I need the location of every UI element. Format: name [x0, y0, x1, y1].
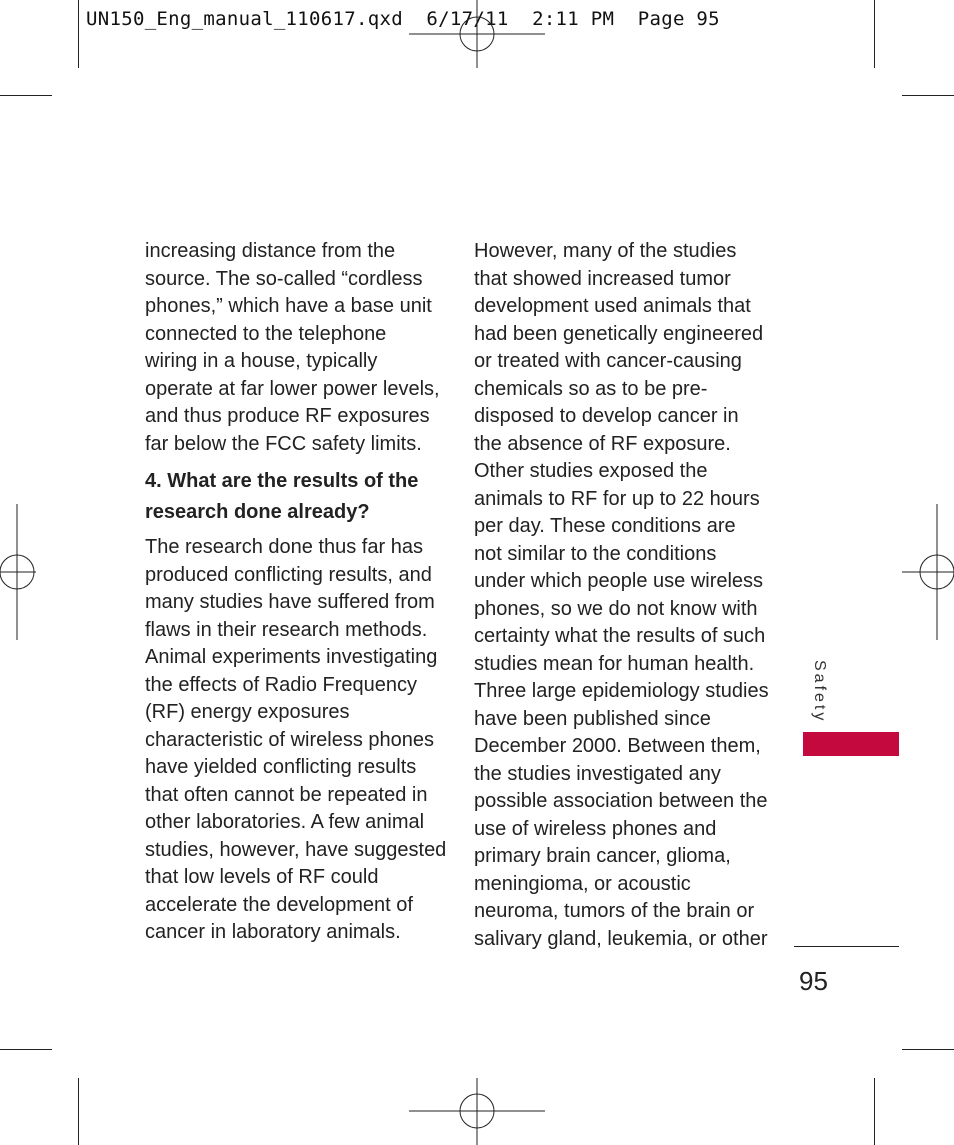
footer-rule [794, 946, 899, 947]
crop-mark-bottom-left-vertical [78, 1078, 79, 1145]
text-line: connected to the telephone [145, 322, 387, 345]
text-line: phones,” which have a base unit [145, 295, 432, 317]
left-column [145, 238, 445, 947]
text-line: (RF) energy exposures [145, 701, 350, 723]
text-line: phones, so we do not know with [474, 597, 758, 620]
text-line: primary brain cancer, glioma, [474, 845, 731, 867]
text-line: under which people use wireless [474, 570, 764, 592]
text-line: disposed to develop cancer in [474, 405, 739, 427]
left-paragraph-1 [145, 238, 445, 458]
text-line: use of wireless phones and [474, 817, 717, 840]
text-line: characteristic of wireless phones [145, 728, 435, 751]
section-tab-marker [803, 732, 899, 756]
text-line: chemicals so as to be pre- [474, 377, 708, 400]
text-line: the absence of RF exposure. [474, 432, 731, 455]
section-label-text: Safety [811, 660, 828, 724]
text-line: operate at far lower power levels, [145, 377, 440, 400]
registration-mark-left [0, 504, 36, 640]
text-line: neuroma, tumors of the brain or [474, 900, 755, 922]
text-line: flaws in their research methods. [145, 618, 428, 641]
heading-line: 4. What are the results of the [145, 470, 419, 492]
text-line: cancer in laboratory animals. [145, 921, 401, 943]
text-line: per day. These conditions are [474, 515, 736, 537]
crop-mark-top-right-vertical [874, 0, 875, 68]
registration-mark-right [902, 504, 954, 640]
crop-mark-bottom-right-horizontal [902, 1049, 954, 1050]
text-line: accelerate the development of [145, 893, 413, 916]
text-line: that low levels of RF could [145, 866, 379, 888]
text-line: December 2000. Between them, [474, 735, 761, 757]
text-line: that often cannot be repeated in [145, 783, 428, 806]
crop-mark-top-left-vertical [78, 0, 79, 68]
heading-line: research done already? [145, 501, 370, 523]
text-line: development used animals that [474, 295, 751, 317]
left-paragraph-2 [145, 534, 445, 947]
text-line: or treated with cancer-causing [474, 350, 742, 372]
text-line: meningioma, or acoustic [474, 872, 691, 895]
text-line: increasing distance from the [145, 240, 396, 262]
text-line: The research done thus far has [145, 536, 423, 558]
text-line: Other studies exposed the [474, 460, 708, 482]
crop-mark-top-left-horizontal [0, 95, 52, 96]
print-slug: UN150_Eng_manual_110617.qxd 6/17/11 2:11 PM Page 95 [86, 8, 720, 30]
registration-mark-top [409, 0, 545, 68]
text-line: many studies have suffered from [145, 591, 435, 613]
section-heading [145, 466, 445, 528]
text-line: had been genetically engineered [474, 322, 764, 345]
text-line: However, many of the studies [474, 240, 737, 262]
text-line: that showed increased tumor [474, 267, 731, 290]
page-number: 95 [799, 966, 828, 996]
right-column [474, 238, 774, 953]
text-line: other laboratories. A few animal [145, 811, 425, 833]
crop-mark-top-right-horizontal [902, 95, 954, 96]
text-line: Animal experiments investigating [145, 646, 438, 668]
text-line: studies mean for human health. [474, 652, 755, 675]
section-side-label [806, 660, 830, 726]
text-line: have been published since [474, 707, 711, 730]
text-line: the effects of Radio Frequency [145, 673, 418, 696]
text-line: salivary gland, leukemia, or other [474, 927, 768, 950]
crop-mark-bottom-left-horizontal [0, 1049, 52, 1050]
text-line: Three large epidemiology studies [474, 680, 769, 702]
text-line: source. The so-called “cordless [145, 267, 423, 290]
text-line: studies, however, have suggested [145, 838, 447, 861]
crop-mark-bottom-right-vertical [874, 1078, 875, 1145]
text-line: certainty what the results of such [474, 625, 766, 647]
text-line: produced conflicting results, and [145, 563, 432, 586]
text-line: not similar to the conditions [474, 542, 717, 565]
registration-mark-bottom [409, 1078, 545, 1145]
text-line: animals to RF for up to 22 hours [474, 487, 760, 510]
text-line: far below the FCC safety limits. [145, 432, 422, 455]
right-paragraph-1 [474, 238, 774, 953]
text-line: and thus produce RF exposures [145, 405, 430, 427]
text-line: have yielded conflicting results [145, 756, 417, 778]
text-line: wiring in a house, typically [145, 350, 378, 372]
text-line: possible association between the [474, 790, 768, 812]
text-line: the studies investigated any [474, 762, 721, 785]
